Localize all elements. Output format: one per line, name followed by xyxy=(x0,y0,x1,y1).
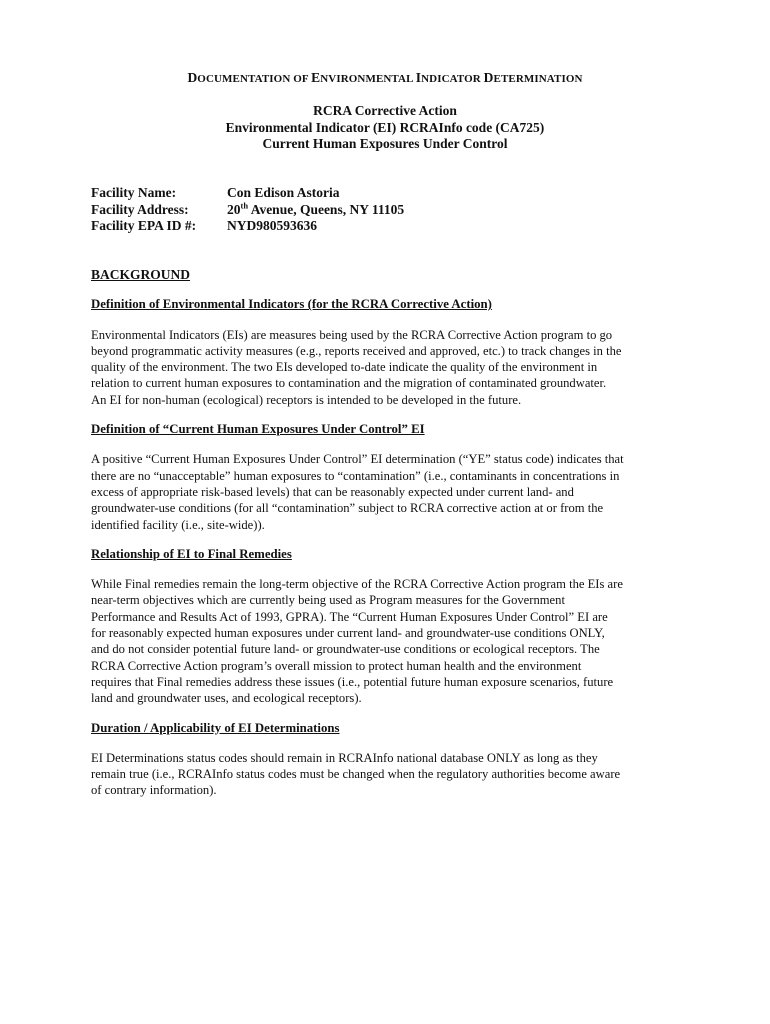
title-word: OCUMENTATION OF xyxy=(197,73,312,85)
facility-name-value: Con Edison Astoria xyxy=(227,185,340,200)
facility-epa-row xyxy=(91,218,404,235)
section-heading: Relationship of EI to Final Remedies xyxy=(91,546,292,561)
address-ordinal: th xyxy=(240,200,249,210)
section-heading: Definition of “Current Human Exposures Under Control” EI xyxy=(91,422,425,437)
address-number: 20 xyxy=(227,201,241,217)
paragraph-line: excess of appropriate risk-based levels) that can be reasonably expected under current land- and xyxy=(91,484,574,499)
title-word: ETERMINATION xyxy=(493,73,583,85)
title-initial: I xyxy=(415,70,422,85)
paragraph-line: land and groundwater uses, and ecological receptors). xyxy=(91,691,362,706)
paragraph-line: While Final remedies remain the long-term objective of the RCRA Corrective Action program the EIs are xyxy=(91,577,623,592)
section-heading: Definition of Environmental Indicators (for the RCRA Corrective Action) xyxy=(91,297,492,312)
section-paragraph xyxy=(91,327,681,408)
section-paragraph xyxy=(91,576,681,706)
section-paragraph xyxy=(91,750,681,799)
facility-address-value xyxy=(227,202,404,219)
paragraph-line: RCRA Corrective Action program’s overall mission to protect human health and the environment xyxy=(91,658,582,673)
facility-info xyxy=(91,185,404,235)
paragraph-line: A positive “Current Human Exposures Under Control” EI determination (“YE” status code) indicates that xyxy=(91,452,624,467)
paragraph-line: of contrary information). xyxy=(91,783,217,798)
section-paragraph xyxy=(91,451,681,532)
paragraph-line: remain true (i.e., RCRAInfo status codes must be changed when the regulatory authorities become aware xyxy=(91,767,621,782)
paragraph-line: and do not consider potential future land- or groundwater-use conditions or ecological receptors. The xyxy=(91,642,600,657)
background-heading: BACKGROUND xyxy=(91,267,191,282)
facility-epa-label: Facility EPA ID #: xyxy=(91,218,197,233)
title-word: NDICATOR xyxy=(421,73,484,85)
header-subject: Current Human Exposures Under Control xyxy=(262,136,508,151)
paragraph-line: Performance and Results Act of 1993, GPRA). The “Current Human Exposures Under Control” EI are xyxy=(91,609,608,624)
facility-address-row xyxy=(91,202,404,219)
paragraph-line: identified facility (i.e., site-wide)). xyxy=(91,517,265,532)
paragraph-line: quality of the environment. The two EIs developed to-date indicate the quality of the environment in xyxy=(91,360,598,375)
address-street: Avenue, Queens, NY 11105 xyxy=(248,201,405,217)
title-initial: E xyxy=(311,70,321,85)
title-initial: D xyxy=(483,70,494,85)
facility-name-label: Facility Name: xyxy=(91,185,177,200)
paragraph-line: relation to current human exposures to contamination and the migration of contaminated groundwater. xyxy=(91,376,607,391)
paragraph-line: near-term objectives which are currently being used as Program measures for the Government xyxy=(91,593,565,608)
paragraph-line: requires that Final remedies address these issues (i.e., potential future human exposure scenarios, future xyxy=(91,674,614,689)
paragraph-line: An EI for non-human (ecological) receptors is intended to be developed in the future. xyxy=(91,392,522,407)
title-initial: D xyxy=(187,70,198,85)
header-indicator-code: Environmental Indicator (EI) RCRAInfo code (CA725) xyxy=(225,119,545,135)
paragraph-line: there are no “unacceptable” human exposures to “contamination” (i.e., contaminants in concentrations in xyxy=(91,468,620,483)
paragraph-line: Environmental Indicators (EIs) are measures being used by the RCRA Corrective Action program to go xyxy=(91,327,613,342)
paragraph-line: groundwater-use conditions (for all “contamination” subject to RCRA corrective action at or from the xyxy=(91,501,604,516)
paragraph-line: beyond programmatic activity measures (e.g., reports received and approved, etc.) to track changes in the xyxy=(91,343,622,358)
header-program: RCRA Corrective Action xyxy=(313,103,457,118)
document-title xyxy=(0,70,770,86)
paragraph-line: for reasonably expected human exposures under current land- and groundwater-use conditions ONLY, xyxy=(91,626,605,641)
facility-epa-value: NYD980593636 xyxy=(227,218,317,233)
section-heading: Duration / Applicability of EI Determinations xyxy=(91,720,340,735)
paragraph-line: EI Determinations status codes should remain in RCRAInfo national database ONLY as long as they xyxy=(91,750,598,765)
title-word: NVIRONMENTAL xyxy=(320,73,416,85)
background-content xyxy=(91,267,681,812)
facility-address-label: Facility Address: xyxy=(91,201,189,217)
document-header xyxy=(0,103,770,153)
